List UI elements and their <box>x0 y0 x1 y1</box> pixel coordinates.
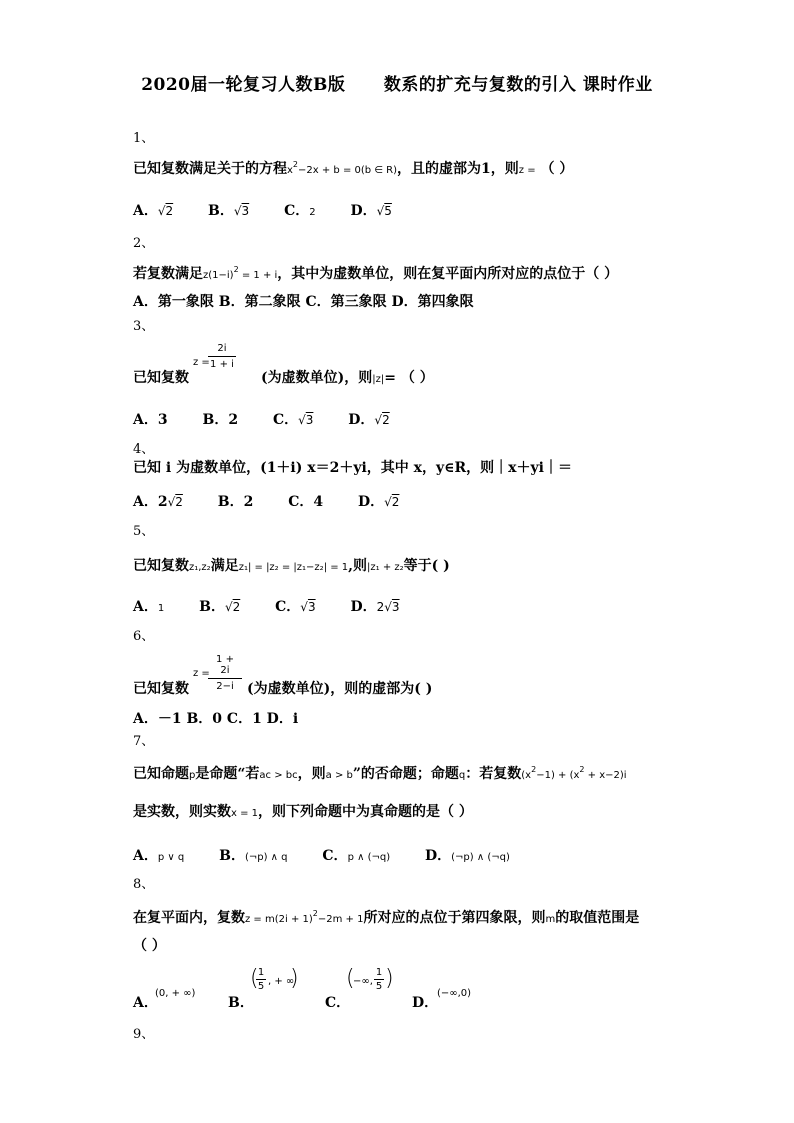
answer-option-c: C． <box>325 995 351 1011</box>
question-text: 已知复数 (为虚数单位)，则|z|= （ ） <box>133 370 434 386</box>
question-text: 在复平面内，复数$z = m(2i + 1)^2-2m + 1$所对应的点位于第四象限，则m的取值范围是 <box>133 909 640 926</box>
question-text: 已知复数 (为虚数单位)，则的虚部为( ) <box>133 681 433 697</box>
question-text: 已知 i 为虚数单位，(1＋i) x＝2＋yi，其中 x，y∈R，则｜x＋yi｜＝ <box>133 460 572 476</box>
math-expression: (0, + ∞) <box>155 988 196 999</box>
right-paren: ) <box>385 966 394 991</box>
math-fraction: $\frac{2i}{1 + i}$ <box>208 343 236 370</box>
math-expression: (−∞,0) <box>437 988 472 999</box>
page-title: 2020届一轮复习人数B版 数系的扩充与复数的引入 课时作业 <box>141 75 653 95</box>
answer-options: A．√2 B．√3 C．2 D．√5 <box>133 203 392 219</box>
answer-options: A．－1 B．0 C．1 D．i <box>133 711 299 727</box>
math-expression: −∞, <box>353 976 373 987</box>
answer-options: A．p ∨ q B．(¬p) ∧ q C．p ∧ (¬q) D．(¬p) ∧ (¬q) <box>133 848 510 864</box>
answer-option-a: A． <box>133 995 158 1011</box>
question-text: 是实数，则实数x = 1，则下列命题中为真命题的是（ ） <box>133 804 473 820</box>
question-number: 1、 <box>133 131 155 146</box>
left-paren: ( <box>250 966 259 991</box>
answer-options: A．第一象限 B．第二象限 C．第三象限 D．第四象限 <box>133 294 474 310</box>
question-text: 已知复数满足关于的方程$x^2-2x + b = 0(b$ ∈ R)，且的虚部为1，则z = （ ） <box>133 160 574 177</box>
left-paren: ( <box>346 966 355 991</box>
math-fraction: $\frac{1}{5}$ <box>257 967 265 992</box>
answer-option-b: B． <box>228 995 254 1011</box>
answer-options: A．2√2 B．2 C．4 D．√2 <box>133 494 400 510</box>
question-text: 若复数满足$z(1-i)^2 = 1 + i$，其中为虚数单位，则在复平面内所对应的点位于（ ） <box>133 265 619 282</box>
answer-options: A．3 B．2 C．√3 D．√2 <box>133 412 390 428</box>
question-number: 3、 <box>133 319 155 334</box>
right-paren: ) <box>290 966 299 991</box>
question-number: 4、 <box>133 442 155 457</box>
question-number: 8、 <box>133 877 155 892</box>
math-expression: , + ∞ <box>268 976 295 987</box>
math-expression: z = <box>193 357 210 368</box>
question-text: 已知命题p是命题“若ac > bc，则a > b”的否命题；命题q：若复数$(x^2-1) + (x^2 + x-2)i$ <box>133 765 627 782</box>
math-fraction: $\frac{1 + 2i}{2-i}$ <box>208 654 242 692</box>
question-text: 已知复数z₁,z₂满足z₁| = |z₂ = |z₁−z₂| = 1,则|z₁ + z₂等于( ) <box>133 558 450 574</box>
answer-option-d: D． <box>412 995 439 1011</box>
math-fraction: $\frac{1}{5}$ <box>375 967 383 992</box>
question-number: 7、 <box>133 734 155 749</box>
question-number: 2、 <box>133 236 155 251</box>
answer-options: A．1 B．√2 C．√3 D．2√3 <box>133 599 400 615</box>
question-number: 6、 <box>133 629 155 644</box>
question-text: （ ） <box>133 938 166 954</box>
question-number: 5、 <box>133 524 155 539</box>
math-expression: z = <box>193 668 210 679</box>
question-number: 9、 <box>133 1027 155 1042</box>
